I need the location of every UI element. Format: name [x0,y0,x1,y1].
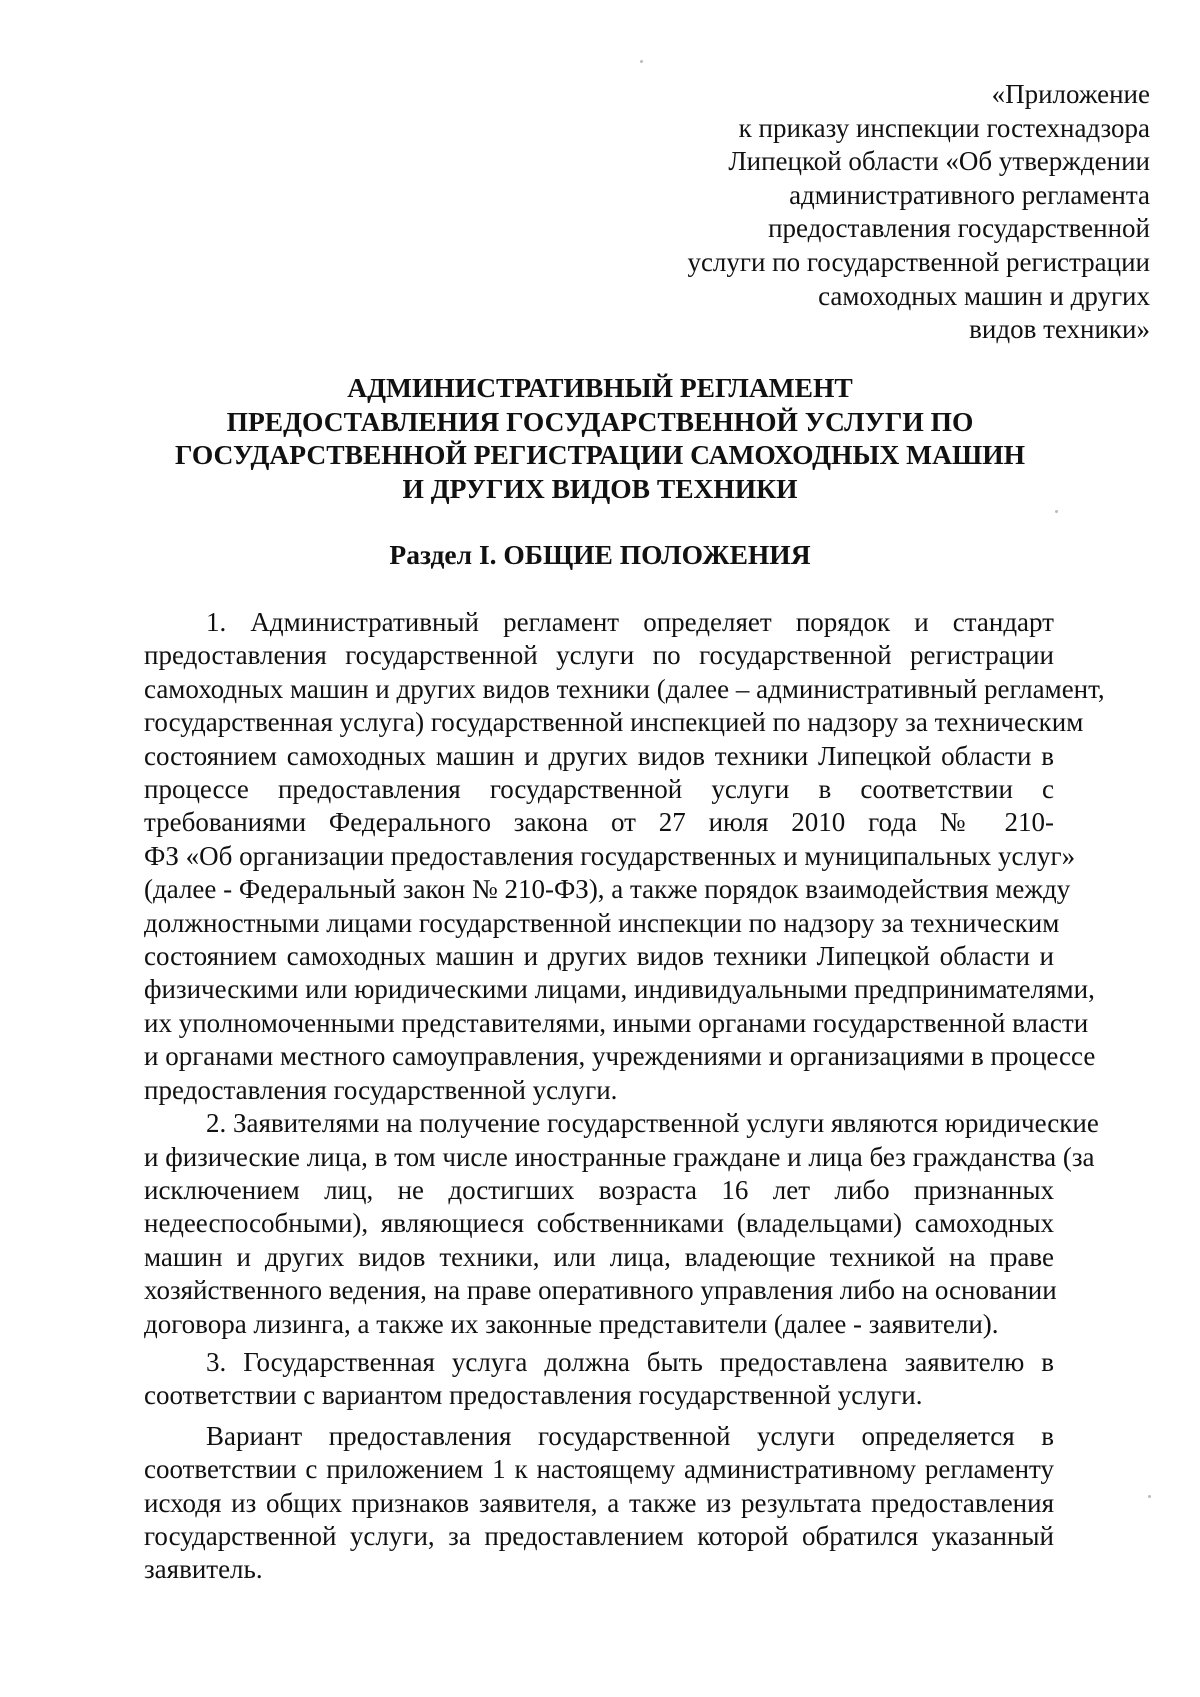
paragraph-line: состоянием самоходных машин и других видов техники Липецкой области и [144,941,1054,972]
spacer [144,1413,1054,1420]
paragraph-line: исключением лиц, не достигших возраста 16 лет либо признанных [144,1174,1054,1205]
paragraph-line: и органами местного самоуправления, учреждениями и организациями в процессе [144,1041,1096,1072]
paragraph-line: Вариант предоставления государственной услуги определяется в [206,1420,1054,1451]
paragraph-line: исходя из общих признаков заявителя, а также из результата предоставления [144,1487,1054,1518]
appendix-line: услуги по государственной регистрации [687,246,1150,277]
section-heading: Раздел I. ОБЩИЕ ПОЛОЖЕНИЯ [389,539,811,570]
appendix-line: Липецкой области «Об утверждении [728,146,1150,177]
paragraph-line: предоставления государственной услуги. [144,1074,618,1105]
paragraph-line: состоянием самоходных машин и других видов техники Липецкой области в [144,740,1054,771]
paragraph-line: 1. Административный регламент определяет порядок и стандарт [206,607,1054,637]
scan-speck [1055,510,1058,513]
paragraph-line: заявитель. [144,1554,263,1585]
paragraph-line: физическими или юридическими лицами, индивидуальными предпринимателями, [144,974,1095,1005]
appendix-line: «Приложение [991,79,1150,109]
paragraph-3 [144,1346,1054,1413]
paragraph-line: недееспособными), являющиеся собственниками (владельцами) самоходных [144,1208,1054,1239]
appendix-line: видов техники» [969,314,1150,345]
paragraph-line: государственная услуга) государственной инспекцией по надзору за техническим [144,707,1084,738]
title-line: ПРЕДОСТАВЛЕНИЯ ГОСУДАРСТВЕННОЙ УСЛУГИ ПО [226,405,974,437]
paragraph-2 [144,1107,1099,1341]
paragraph-line: хозяйственного ведения, на праве оперативного управления либо на основании [144,1275,1057,1306]
appendix-note [550,78,1150,347]
paragraph-line: самоходных машин и других видов техники (далее – административный регламент, [144,673,1105,704]
appendix-line: самоходных машин и других [818,280,1150,311]
paragraph-line: соответствии с вариантом предоставления государственной услуги. [144,1380,923,1411]
appendix-line: предоставления государственной [768,213,1150,244]
paragraph-line: должностными лицами государственной инспекции по надзору за техническим [144,907,1060,938]
paragraph-line: машин и других видов техники, или лица, владеющие техникой на праве [144,1241,1054,1272]
scan-speck [1148,1495,1151,1498]
paragraph-1 [144,606,1105,1107]
document-body [144,606,1105,1587]
paragraph-line: соответствии с приложением 1 к настоящему административному регламенту [144,1454,1054,1485]
paragraph-4 [144,1420,1054,1587]
appendix-line: административного регламента [789,179,1150,210]
paragraph-line: процессе предоставления государственной услуги в соответствии с [144,774,1054,805]
paragraph-line: их уполномоченными представителями, иными органами государственной власти [144,1007,1089,1038]
title-line: ГОСУДАРСТВЕННОЙ РЕГИСТРАЦИИ САМОХОДНЫХ МАШИН [175,439,1025,470]
scan-speck [640,60,643,63]
title-line: И ДРУГИХ ВИДОВ ТЕХНИКИ [402,472,798,504]
paragraph-line: предоставления государственной услуги по государственной регистрации [144,640,1054,671]
paragraph-line: требованиями Федерального закона от 27 июля 2010 года № 210- [144,807,1054,838]
paragraph-line: и физические лица, в том числе иностранные граждане и лица без гражданства (за [144,1141,1095,1172]
paragraph-line: 3. Государственная услуга должна быть предоставлена заявителю в [206,1346,1054,1377]
paragraph-line: государственной услуги, за предоставлением которой обратился указанный [144,1520,1054,1551]
paragraph-line: 2. Заявителями на получение государственной услуги являются юридические [206,1108,1099,1139]
paragraph-line: договора лизинга, а также их законные представители (далее - заявители). [144,1308,999,1339]
appendix-line: к приказу инспекции гостехнадзора [738,112,1150,143]
paragraph-line: (далее - Федеральный закон № 210-ФЗ), а также порядок взаимодействия между [144,874,1071,905]
document-title [140,371,1060,505]
title-line: АДМИНИСТРАТИВНЫЙ РЕГЛАМЕНТ [347,372,853,403]
paragraph-line: ФЗ «Об организации предоставления государственных и муниципальных услуг» [144,840,1076,871]
